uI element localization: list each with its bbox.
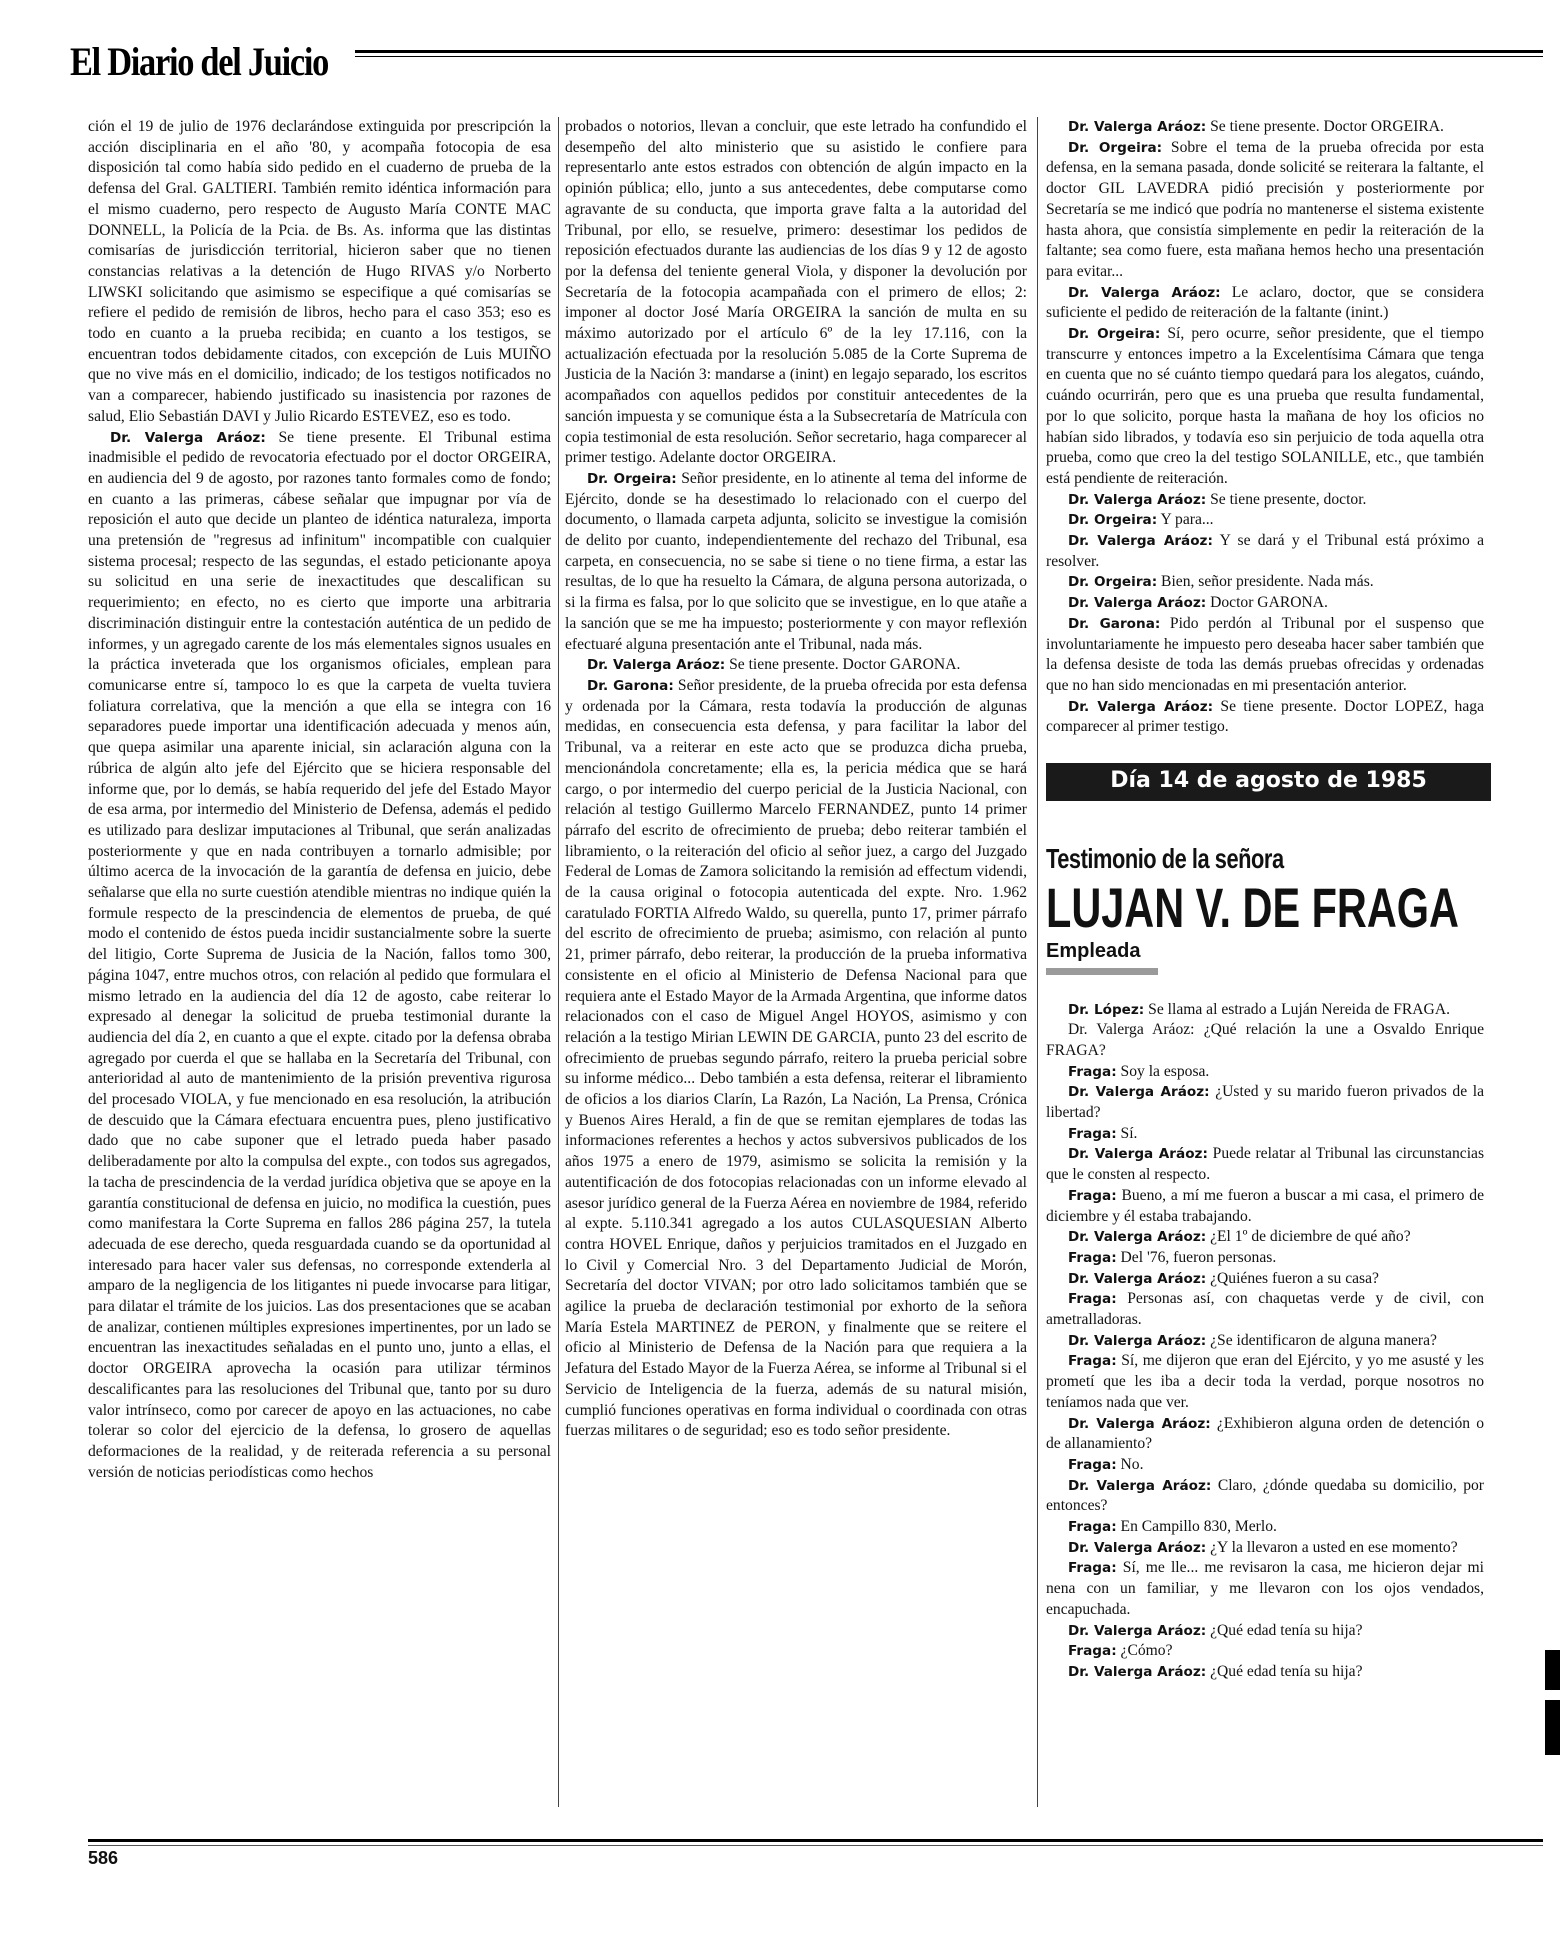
paragraph-text: Soy la esposa. [1120,1062,1210,1080]
paragraph-text: ¿Cómo? [1120,1642,1173,1660]
speaker-paragraph [1046,1558,1484,1620]
speaker-paragraph [1046,697,1484,738]
speaker-name: Fraga: [1068,1063,1117,1080]
speaker-name: Fraga: [1068,1456,1117,1473]
paragraph-text: Personas así, con chaquetas verde y de civil, con ametralladoras. [1046,1290,1484,1329]
speaker-name: Dr. Valerga Aráoz: [1068,1084,1210,1101]
speaker-name: Dr. Valerga Aráoz: [1068,1477,1212,1494]
speaker-paragraph [1046,1082,1484,1123]
paragraph-text: En Campillo 830, Merlo. [1120,1518,1277,1536]
column-separator [1037,117,1038,1807]
speaker-name: Dr. Valerga Aráoz: [1068,284,1221,301]
footer-rule-thin [88,1845,1543,1846]
page-number: 586 [88,1848,119,1868]
speaker-paragraph [1046,1517,1484,1538]
speaker-paragraph [1046,117,1484,138]
speaker-name: Dr. Valerga Aráoz: [1068,1539,1207,1556]
paragraph-text: ción el 19 de julio de 1976 declarándose extinguida por prescripción la acción disciplinaria en el año '80, y acompaña fotocopia de esa disposición tal como había sido pedido en el cuaderno de prueba de la defensa del Gral. GALTIERI. También remito idéntica información para el mismo cuaderno, pero respecto de Augusto María CONTE MAC DONNELL, la Policía de la Pcia. de Bs. As. informa que las distintas comisarías de jurisdicción territorial, hicieron saber que no tienen constancias relativas a la detención de Hugo RIVAS y/o Norberto LIWSKI solicitando que asimismo se especifique a qué comisarías se refiere el pedido de remisión de libros, hecho para el caso 353; eso es todo en cuanto a la prueba recibida; en cuanto a los testigos, se encuentran todos debidamente citados, con excepción de Luis MUIÑO que no vive más en el domicilio, indicado; de los testigos notificados no van a comparecer, habiendo justificado su inasistencia por razones de salud, Elio Sebastián DAVI y Julio Ricardo ESTEVEZ, eso es todo. [88,118,551,425]
paragraph-text: ¿Exhibieron alguna orden de detención o de allanamiento? [1046,1414,1485,1453]
speaker-paragraph [1046,324,1484,490]
speaker-paragraph [1046,1621,1484,1642]
paragraph-text: Se tiene presente. Doctor LOPEZ, haga comparecer al primer testigo. [1046,697,1484,736]
column-3-bottom [1046,1000,1484,1683]
paragraph-text: Señor presidente, de la prueba ofrecida por esta defensa y ordenada por la Cámara, resta todavía la producción de algunas medidas, en consecuencia esta defensa, y para facilitar la labor del Tribunal, va a reiterar en este acto que se produzca dicha prueba, mencionándola concretamente; ella es, la pericia médica que se hará cargo, o por intermedio del cuerpo pericial de la Justicia Nacional, con relación al testigo Guillermo Marcelo FERNANDEZ, punto 14 primer párrafo del escrito de ofrecimiento de prueba; debo reiterar también el libramiento, o la reiteración del oficio al señor juez, a cargo del Juzgado Federal de Lomas de Zamora solicitando la remisión ad effectum videndi, de la causa original o fotocopia autenticada del expte. Nro. 1.962 caratulado FORTIA Alfredo Waldo, su querella, punto 17, primer párrafo del escrito de ofrecimiento de prueba; asimismo, con relación al punto 21, primer párrafo, debo reiterar, la producción de la prueba informativa consistente en el oficio al Ministerio de Defensa Nacional para que requiera ante el Estado Mayor de la Armada Argentina, que informe datos relacionados con el caso de Miguel Angel HOYOS, asimismo y con relación a la testigo Mirian LEWIN DE GARCIA, punto 23 del escrito de ofrecimiento de pruebas segundo párrafo, reitero la prueba pericial sobre su informe médico... Debo también a esta defensa, reiterar el libramiento de oficios a los diarios Clarín, La Razón, La Nación, La Prensa, Crónica y Buenos Aires Herald, a fin de que se remitan ejemplares de todas las informaciones referentes a hechos y actos subversivos publicados de los años 1975 a enero de 1979, asimismo se solicita la remisión y la autentificación de dos fotocopias relacionadas con un informe elevado al asesor jurídico general de la Fuerza Aérea en noviembre de 1984, referido al expte. 5.110.341 agregado a los autos CULASQUESIAN Alberto contra HOVEL Enrique, daños y perjuicios tramitados en el Juzgado en lo Civil y Comercial Nro. 3 del Departamento Judicial de Morón, Secretaría del doctor VIVAN; por otro lado solicitamos también que se agilice la prueba de declaración testimonial por exhorto de la señora María Estela MARTINEZ de PERON, y finalmente que se reitere el oficio al Ministerio de Defensa de la Nación para que requiera a la Jefatura del Estado Mayor de la Fuerza Aérea, se informe al Tribunal si el Servicio de Inteligencia de la fuerza, además de su natural misión, cumplió funciones operativas en forma individual o coordinada con otras fuerzas militares o de seguridad; eso es todo señor presidente. [565,676,1028,1440]
witness-name: LUJAN V. DE FRAGA [1046,875,1459,939]
paragraph-text: Le aclaro, doctor, que se considera suficiente el pedido de reiteración de la faltante (inint.) [1046,283,1485,322]
speaker-name: Fraga: [1068,1643,1117,1660]
paragraph-text: Del '76, fueron personas. [1120,1248,1277,1266]
paragraph-text: Puede relatar al Tribunal las circunstancias que le consten al respecto. [1046,1145,1485,1184]
masthead-rule [355,50,1543,53]
speaker-paragraph [565,469,1027,655]
paragraph-text: ¿Se identificaron de alguna manera? [1210,1331,1437,1349]
paragraph-text: No. [1120,1455,1144,1473]
speaker-paragraph [565,655,1027,676]
speaker-paragraph [1046,572,1484,593]
speaker-paragraph [1046,1641,1484,1662]
speaker-paragraph [1046,1662,1484,1683]
column-3-top [1046,117,1484,738]
masthead-rule-thin [355,56,1543,57]
paragraph-text: Sobre el tema de la prueba ofrecida por esta defensa, en la semana pasada, donde solicité se reiterara la faltante, el doctor GIL LAVEDRA pidió precisión y posteriormente por Secretaría se me indicó que podría no mantenerse el sistema existente hasta ahora, que consistía simplemente en pedir la reiteración de la faltante; sea como fuere, esta mañana hemos hecho una presentación para evitar... [1046,138,1484,280]
speaker-name: Dr. Orgeira: [1068,326,1161,343]
paragraph-text: Se tiene presente. Doctor GARONA. [729,656,961,674]
paragraph-text: Sí, me lle... me revisaron la casa, me hicieron dejar mi nena con un familiar, y me llevaron con los ojos vendados, encapuchada. [1046,1559,1484,1618]
speaker-name: Dr. Valerga Aráoz: [110,429,266,446]
speaker-paragraph [1046,1227,1484,1248]
speaker-paragraph [1046,1248,1484,1269]
speaker-name: Dr. Valerga Aráoz: [1068,1146,1208,1163]
speaker-name: Dr. Valerga Aráoz: [1068,1270,1207,1287]
speaker-name: Dr. Valerga Aráoz: [1068,1415,1211,1432]
speaker-name: Fraga: [1068,1125,1117,1142]
paragraph-text: Dr. Valerga Aráoz: ¿Qué relación la une a Osvaldo Enrique FRAGA? [1046,1021,1484,1059]
column-separator [558,117,559,1807]
page-edge-tab [1545,1700,1560,1755]
page-edge-tab [1545,1650,1560,1690]
speaker-paragraph [1046,1331,1484,1352]
speaker-name: Dr. Valerga Aráoz: [1068,1622,1207,1639]
speaker-paragraph [1046,283,1484,324]
speaker-name: Fraga: [1068,1519,1117,1536]
speaker-paragraph [565,676,1027,1442]
speaker-name: Dr. Valerga Aráoz: [1068,1664,1207,1680]
paragraph-text: Sí. [1120,1124,1138,1142]
speaker-paragraph [1046,1414,1484,1455]
speaker-name: Dr. Valerga Aráoz: [1068,491,1207,508]
witness-role: Empleada [1046,939,1141,962]
paragraph-text: Claro, ¿dónde quedaba su domicilio, por entonces? [1046,1476,1484,1515]
date-banner: Día 14 de agosto de 1985 [1046,763,1491,801]
role-underline-bar [1046,968,1158,975]
speaker-name: Dr. Garona: [587,677,674,694]
paragraph-text: Y para... [1160,511,1214,529]
paragraph-text: Y se dará y el Tribunal está próximo a resolver. [1046,532,1484,570]
speaker-paragraph [1046,593,1484,614]
speaker-paragraph [1046,1186,1484,1227]
masthead: El Diario del Juicio [70,39,328,84]
speaker-paragraph [1046,1269,1484,1290]
speaker-name: Dr. Valerga Aráoz: [1068,1229,1207,1246]
speaker-name: Fraga: [1068,1291,1117,1308]
speaker-name: Dr. Valerga Aráoz: [1068,119,1207,135]
speaker-name: Dr. Valerga Aráoz: [1068,1332,1207,1349]
speaker-name: Dr. Valerga Aráoz: [1068,698,1214,715]
speaker-paragraph [88,428,551,1484]
speaker-name: Dr. Orgeira: [1068,139,1163,156]
speaker-name: Fraga: [1068,1249,1117,1266]
speaker-name: Fraga: [1068,1187,1117,1204]
paragraph-text: Doctor GARONA. [1210,594,1328,612]
paragraph-text: Bien, señor presidente. Nada más. [1161,573,1374,591]
text-paragraph [1046,1020,1484,1061]
speaker-name: Dr. Valerga Aráoz: [1068,533,1213,550]
paragraph-text: Se tiene presente, doctor. [1210,490,1367,508]
paragraph-text: ¿Quiénes fueron a su casa? [1210,1269,1379,1287]
speaker-paragraph [1046,138,1484,283]
paragraph-text: Se tiene presente. El Tribunal estima inadmisible el pedido de revocatoria efectuado por el doctor ORGEIRA, en audiencia del 9 de agosto, por razones tanto formales como de fondo; en cuanto a las primeras, cábese señalar que impugnar por vía de reposición el auto que decide un planteo de idéntica naturaleza, importa una pretensión de "regresus ad infinitum" incompatible con cualquier sistema procesal; respecto de las segundas, el estado peticionante apoya su solicitud en una serie de inexactitudes que descalifican su requerimiento; en efecto, no es cierto que importe una arbitraria discriminación distinguir entre la contestación auténtica de un pedido de informes, y un agregado carente de los más elementales signos usuales en la práctica inveterada que los organismos oficiales, emplean para comunicarse entre sí, tampoco lo es que la carpeta de vuelta tuviera foliatura correlativa, que la mención a que ella se integra con 16 separadores puede importar una identificación adecuada y menos aún, que quepa asimilar una aparente inicial, sin aclaración alguna con la rúbrica de algún alto jefe del Ejército que se hiciera responsable del informe que, por lo demás, se había requerido del jefe del Estado Mayor de esa arma, por intermedio del Ministerio de Defensa, además el pedido es utilizado para deslizar imputaciones al Tribunal, que serán analizadas posteriormente y que en nada contribuyen a tornarlo admisible; por último acerca de la invocación de la garantía de defensa en juicio, debe señalarse que ella no surte cuestión atendible mientras no indique quién la formule respecto de la prescindencia de elementos de prueba, de qué modo el contenido de éstos pueda incidir sustancialmente sobre la suerte del litigio, Corte Suprema de Jusicia de la Nación, fallos tomo 300, página 1047, entre muchos otros, con relación al pedido que formulara el mismo letrado en la audiencia del día 12 de agosto, cabe reiterar lo expresado al denegar la solicitud de prueba testimonial durante la audiencia del día 2, en cuanto a que el expte. citado por la defensa obraba agregado por cuerda el que se hallaba en la Secretaría del Tribunal, con anterioridad al auto de mantenimiento de la prisión preventiva rigurosa del procesado VIOLA, y fue mencionado en esa resolución, la atribución de descuido que la Cámara efectuara encuentra pues, pleno justificativo dado que no cabe suponer que el letrado pueda haber pasado deliberadamente por alto la compulsa del expte., con todos sus agregados, la tacha de prescindencia de la verdad jurídica objetiva que se apoye en la garantía constitucional de defensa en juicio, no modifica la cuestión, pues como manifestara la Corte Suprema en fallos 286 página 257, la tutela adecuada de ese derecho, queda resguardada cuando se da oportunidad al interesado para hacer valer sus defensas, no corresponde extenderla al amparo de la negligencia de los litigantes ni puede invocarse para litigar, para dilatar el trámite de los juicios. Las dos presentaciones que se acaban de analizar, contienen múltiples expresiones impertinentes, por un lado se encuentran las inexactitudes señaladas en el punto uno, junto a ellas, el doctor ORGEIRA aprovecha la ocasión para utilizar términos descalificantes para las resoluciones del Tribunal que, tanto por su duro valor intrínseco, como por carecer de apoyo en las actuaciones, no cabe tolerar so color del ejercicio de la defensa, lo grosero de aquellas deformaciones de la realidad, y de reiterada referencia a su personal versión de noticias periodísticas como hechos [88,428,552,1481]
footer-rule [88,1839,1543,1842]
paragraph-text: ¿El 1º de diciembre de qué año? [1210,1228,1411,1246]
speaker-paragraph [1046,1538,1484,1559]
paragraph-text: Bueno, a mí me fueron a buscar a mi casa, el primero de diciembre y él estaba trabajando. [1046,1186,1484,1225]
speaker-name: Dr. Valerga Aráoz: [587,657,726,674]
paragraph-text: ¿Y la llevaron a usted en ese momento? [1210,1538,1458,1556]
text-paragraph [565,117,1027,469]
speaker-paragraph [1046,1476,1484,1517]
paragraph-text: Sí, pero ocurre, señor presidente, que el tiempo transcurre y entonces impetro a la Excelentísima Cámara que tenga en cuenta que no sé cuánto tiempo quedará para los alegatos, cuándo, cuándo ocurrirán, pero que es una prueba que resulta fundamental, por lo que solicito, porque hasta la mañana de hoy los oficios no habían sido librados, y todavía eso sin perjuicio de toda aquella otra prueba, como que creo la del testigo SOLANILLE, etc., que también está pendiente de reiteración. [1046,325,1484,487]
speaker-name: Dr. Orgeira: [1068,512,1158,529]
paragraph-text: Pido perdón al Tribunal por el suspenso que involuntariamente he impuesto pero deseaba hacer saber también que la defensa desiste de toda las demás pruebas ofrecidas y ordenadas que no han sido mencionadas en mi presentación anterior. [1046,614,1484,694]
speaker-paragraph [1046,614,1484,697]
speaker-paragraph [1046,1144,1484,1185]
text-paragraph [88,117,551,428]
speaker-paragraph [1046,1000,1484,1021]
paragraph-text: ¿Qué edad tenía su hija? [1210,1663,1363,1680]
column-2 [565,117,1027,1442]
speaker-name: Dr. Orgeira: [587,470,677,487]
column-3 [1046,117,1484,1683]
testimony-title: Testimonio de la señora [1046,842,1284,874]
paragraph-text: Señor presidente, en lo atinente al tema del informe de Ejército, donde se ha desestimado lo relacionado con el cuerpo del documento, o llamada carpeta adjunta, solicito se investigue la comisión de delito por cuanto, independientemente del rechazo del Tribunal, esa carpeta, en consecuencia, no se sabe si tiene o no tiene firma, a estar las resultas, de lo que ha resuelto la Cámara, de alguna persona autorizada, o si la firma es falsa, por lo que solicito que se investigue, en lo que atañe a la sanción que se me ha impuesto; posteriormente y con mayor reflexión efectuaré alguna presentación ante el Tribunal, nada más. [565,469,1027,653]
speaker-name: Dr. López: [1068,1001,1145,1018]
speaker-paragraph [1046,1351,1484,1413]
paragraph-text: probados o notorios, llevan a concluir, que este letrado ha confundido el desempeño del alto ministerio que su asistido le confiere para representarlo ante estos estrados con obtención de algún impacto en la opinión pública; ello, junto a sus antecedentes, debe computarse como agravante de su conducta, que importa grave falta a la autoridad del Tribunal, por ello, se resuelve, primero: desestimar los pedidos de reposición efectuados durante las audiencias de los días 9 y 12 de agosto por la defensa del teniente general Viola, y disponer la devolución por Secretaría de la fotocopia acampañada con el primero de ellos; 2: imponer al doctor José María ORGEIRA la sanción de multa en su máximo autorizado por el artículo 6º de la ley 17.116, con la actualización efectuada por la resolución 5.085 de la Corte Suprema de Justicia de la Nación 3: mandarse a (inint) en legajo separado, los escritos acompañados con aquellos pedidos por constituir antecedentes de la sanción impuesta y se comunique ésta a la Subsecretaría de Matrícula con copia testimonial de esta resolución. Señor secretario, haga comparecer al primer testigo. Adelante doctor ORGEIRA. [565,118,1027,467]
speaker-paragraph [1046,1062,1484,1083]
speaker-name: Dr. Garona: [1068,615,1161,632]
speaker-paragraph [1046,490,1484,511]
speaker-name: Dr. Orgeira: [1068,574,1158,591]
paragraph-text: ¿Qué edad tenía su hija? [1210,1621,1363,1639]
speaker-paragraph [1046,531,1484,572]
paragraph-text: Se tiene presente. Doctor ORGEIRA. [1210,118,1444,135]
speaker-name: Dr. Valerga Aráoz: [1068,595,1207,612]
speaker-name: Fraga: [1068,1560,1117,1577]
speaker-paragraph [1046,1289,1484,1330]
speaker-paragraph [1046,510,1484,531]
paragraph-text: Se llama al estrado a Luján Nereida de FRAGA. [1148,1000,1450,1018]
speaker-name: Fraga: [1068,1353,1117,1370]
speaker-paragraph [1046,1455,1484,1476]
column-1 [88,117,551,1483]
paragraph-text: Sí, me dijeron que eran del Ejército, y yo me asusté y les prometí que les iba a decir toda la verdad, porque nosotros no teníamos nada que ver. [1046,1352,1484,1411]
speaker-paragraph [1046,1124,1484,1145]
paragraph-text: ¿Usted y su marido fueron privados de la libertad? [1046,1083,1484,1122]
